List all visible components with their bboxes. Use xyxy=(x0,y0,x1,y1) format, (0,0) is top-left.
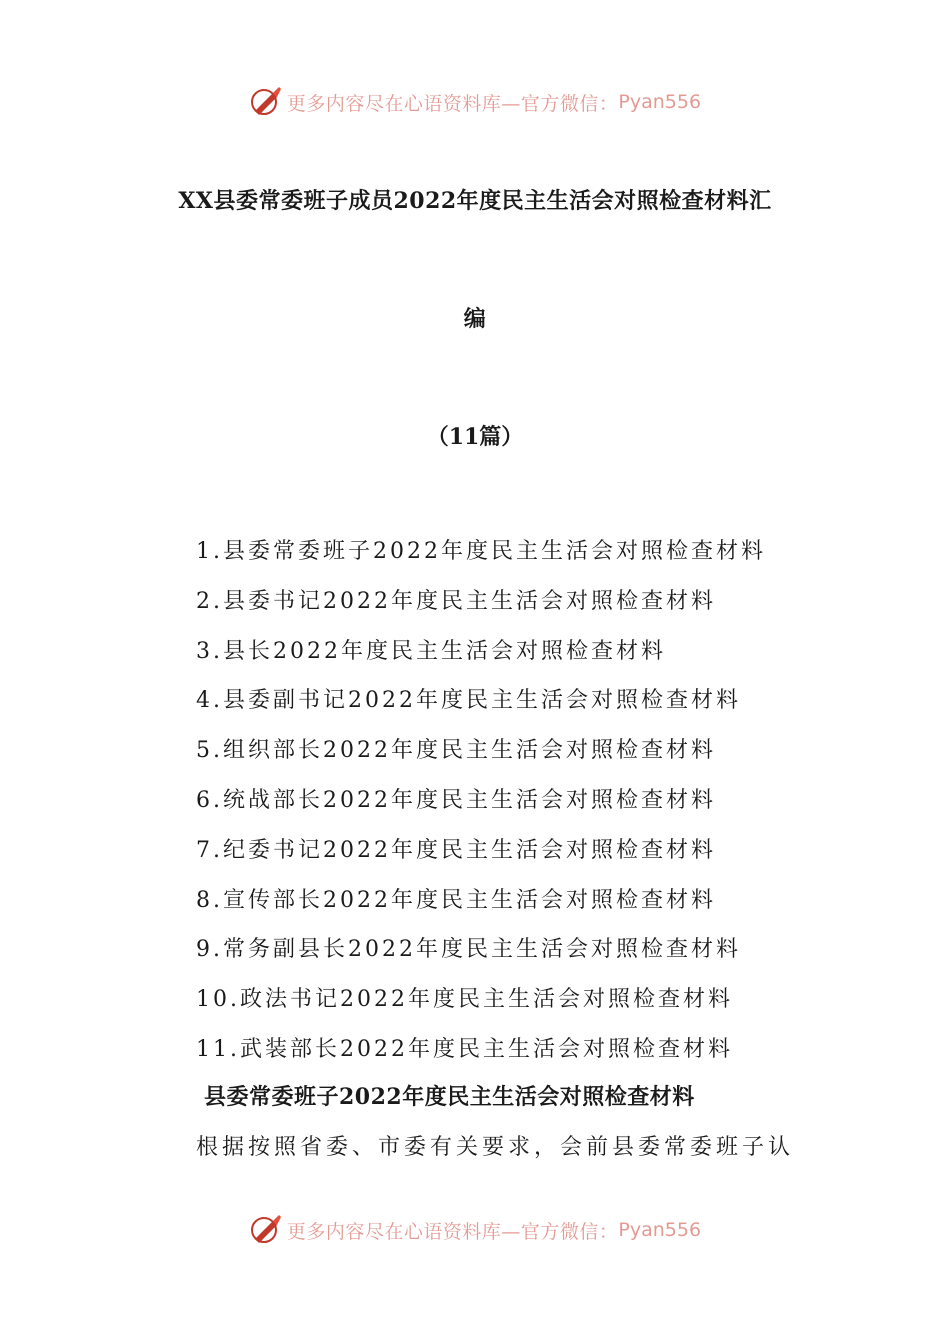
document-title-continued: 编 xyxy=(463,306,487,332)
toc-item: 4.县委副书记2022年度民主生活会对照检查材料 xyxy=(196,688,741,714)
toc-item: 7.纪委书记2022年度民主生活会对照检查材料 xyxy=(196,837,716,863)
watermark-text: 更多内容尽在心语资料库—官方微信： xyxy=(286,1220,619,1243)
article-count: （11篇） xyxy=(426,424,524,450)
toc-item: 6.统战部长2022年度民主生活会对照检查材料 xyxy=(196,787,716,813)
toc-item: 2.县委书记2022年度民主生活会对照检查材料 xyxy=(196,588,716,614)
toc-item: 9.常务副县长2022年度民主生活会对照检查材料 xyxy=(196,937,741,963)
footer-watermark xyxy=(0,1210,950,1250)
body-paragraph: 根据按照省委、市委有关要求，会前县委常委班子认 xyxy=(196,1135,795,1160)
pen-logo-icon xyxy=(249,85,283,119)
pen-logo-icon xyxy=(249,1213,283,1247)
watermark-text: 更多内容尽在心语资料库—官方微信： xyxy=(286,92,619,115)
toc-item: 3.县长2022年度民主生活会对照检查材料 xyxy=(196,638,666,664)
watermark-id: Pyan556 xyxy=(618,1219,702,1241)
toc-item: 5.组织部长2022年度民主生活会对照检查材料 xyxy=(196,738,716,764)
toc-item: 1.县委常委班子2022年度民主生活会对照检查材料 xyxy=(196,539,766,564)
document-title: XX县委常委班子成员2022年度民主生活会对照检查材料汇 xyxy=(178,188,772,214)
toc-item: 11.武装部长2022年度民主生活会对照检查材料 xyxy=(196,1036,733,1062)
toc-item: 10.政法书记2022年度民主生活会对照检查材料 xyxy=(196,987,733,1013)
header-watermark xyxy=(0,82,950,122)
section-title: 县委常委班子2022年度民主生活会对照检查材料 xyxy=(204,1084,695,1110)
table-of-contents xyxy=(196,532,766,1080)
watermark-id: Pyan556 xyxy=(618,91,702,113)
toc-item: 8.宣传部长2022年度民主生活会对照检查材料 xyxy=(196,887,716,913)
